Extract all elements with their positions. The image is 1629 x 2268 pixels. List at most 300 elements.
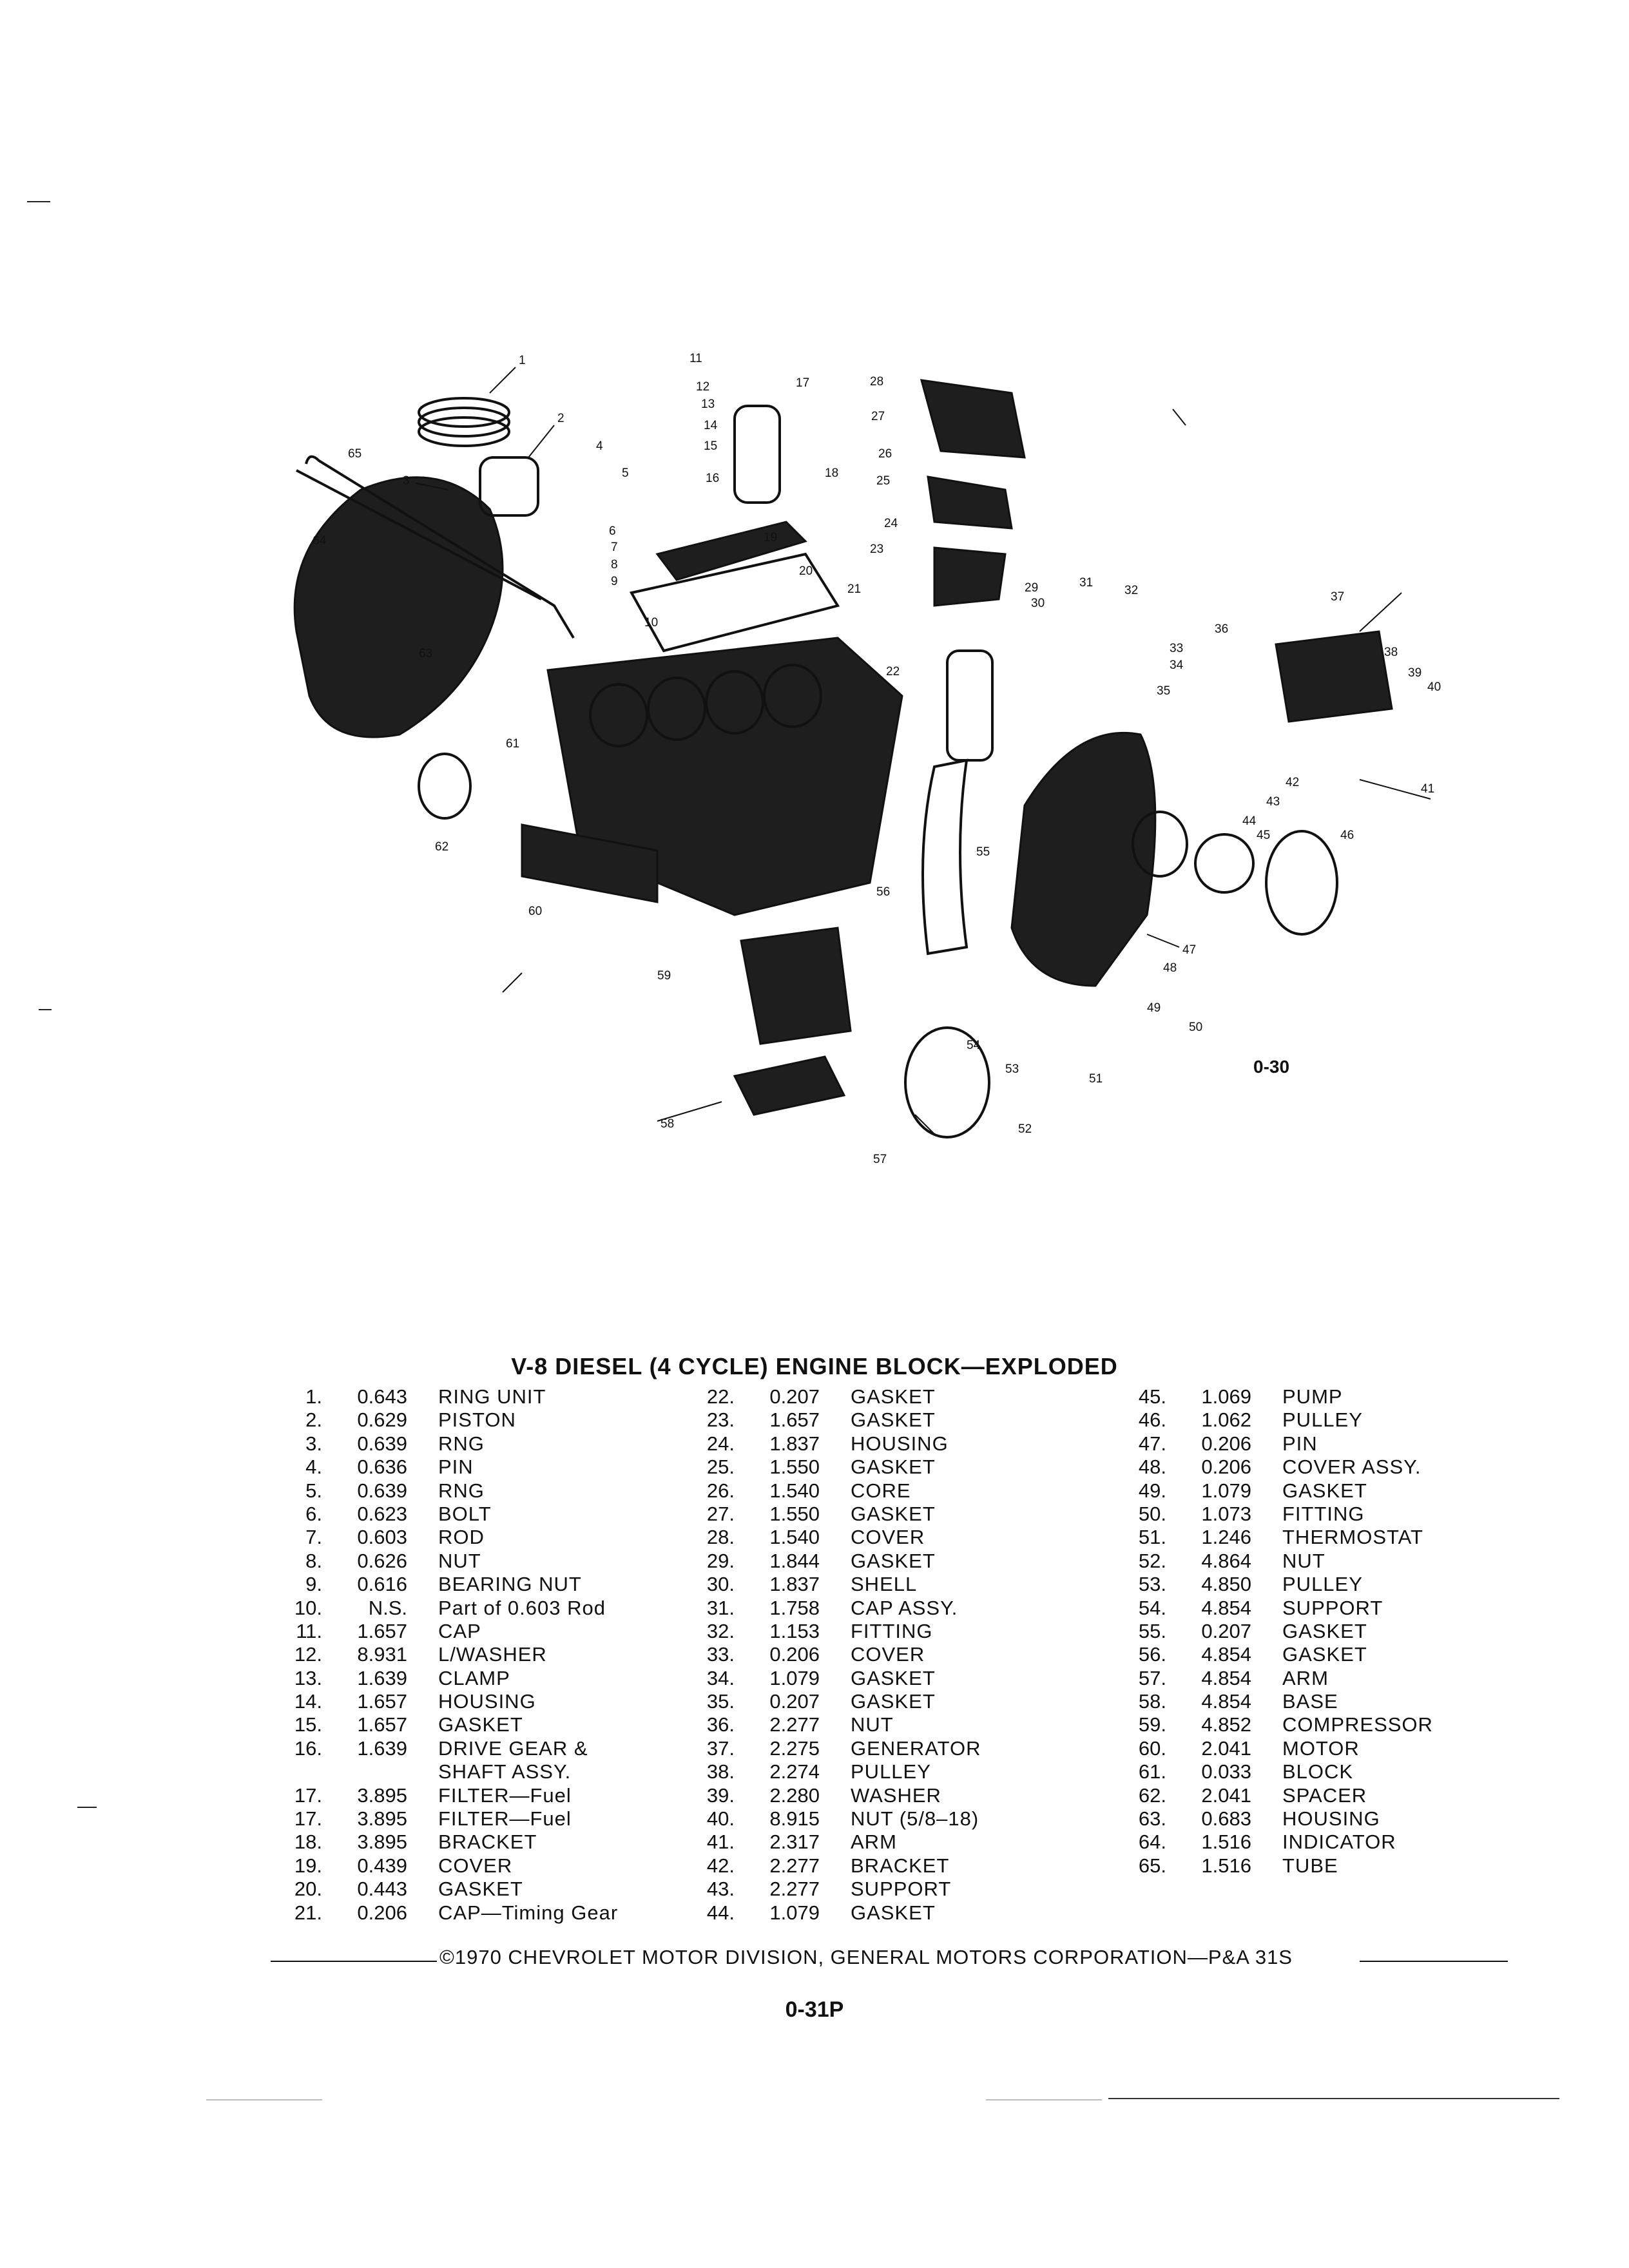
- compressor-part: [741, 928, 851, 1044]
- margin-mark: [77, 1807, 97, 1808]
- parts-row: [664, 1573, 1063, 1596]
- part-code: 0.643: [357, 1385, 407, 1408]
- part-code: 1.657: [357, 1713, 407, 1736]
- part-number: 26.: [706, 1479, 735, 1502]
- part-description: CAP—Timing Gear: [438, 1901, 619, 1924]
- part-number: 23.: [706, 1408, 735, 1432]
- part-code: 0.033: [1201, 1760, 1251, 1783]
- part-description: PULLEY: [851, 1760, 931, 1783]
- part-number: 31.: [706, 1596, 735, 1619]
- parts-row: [251, 1737, 651, 1760]
- part-code: 0.206: [357, 1901, 407, 1924]
- part-description: GASKET: [1282, 1643, 1367, 1666]
- part-number: 41.: [706, 1831, 735, 1854]
- figure-id: 0-30: [1253, 1057, 1290, 1077]
- part-number: 21.: [294, 1901, 322, 1924]
- parts-row: [251, 1831, 651, 1854]
- filter-housing-part: [934, 548, 1005, 606]
- callout-label: 63: [419, 647, 433, 660]
- part-number: 30.: [706, 1573, 735, 1596]
- part-code: 8.915: [769, 1807, 820, 1831]
- part-description: SPACER: [1282, 1783, 1367, 1807]
- part-description: WASHER: [851, 1783, 941, 1807]
- parts-row: [1095, 1456, 1495, 1479]
- callout-label: 62: [435, 840, 449, 854]
- part-description: ROD: [438, 1526, 485, 1549]
- callout-label: 11: [689, 352, 702, 365]
- parts-column-1: [251, 1385, 651, 1925]
- parts-row: [664, 1503, 1063, 1526]
- part-description: GASKET: [851, 1502, 936, 1525]
- parts-row: [664, 1385, 1063, 1408]
- callout-label: 33: [1170, 642, 1184, 655]
- part-number: 57.: [1138, 1666, 1166, 1689]
- part-code: 1.639: [357, 1736, 407, 1760]
- water-pump-pulley-part: [1266, 831, 1337, 934]
- parts-row: [251, 1620, 651, 1643]
- part-code: 1.516: [1201, 1831, 1251, 1854]
- parts-row: [664, 1784, 1063, 1807]
- part-code: 3.895: [357, 1807, 407, 1831]
- callout-label: 41: [1421, 782, 1435, 796]
- footer-rule-right: [1360, 1961, 1508, 1962]
- part-description: RNG: [438, 1479, 485, 1502]
- part-description: HOUSING: [438, 1690, 536, 1713]
- part-number: 5.: [305, 1479, 322, 1502]
- part-number: 61.: [1138, 1760, 1166, 1783]
- part-code: 2.277: [769, 1854, 820, 1877]
- callout-label: 54: [967, 1039, 981, 1052]
- part-description: RING UNIT: [438, 1385, 546, 1408]
- part-number: 19.: [294, 1854, 322, 1877]
- parts-row: [251, 1784, 651, 1807]
- spacer-part: [419, 754, 470, 818]
- part-description: HOUSING: [851, 1432, 949, 1455]
- callout-label: 19: [764, 531, 778, 544]
- part-code: 2.317: [769, 1831, 820, 1854]
- part-number: 58.: [1138, 1690, 1166, 1713]
- part-number: 49.: [1138, 1479, 1166, 1502]
- part-number: 53.: [1138, 1573, 1166, 1596]
- parts-row: [664, 1643, 1063, 1666]
- callout-label: 37: [1331, 590, 1345, 604]
- part-code: 0.443: [357, 1878, 407, 1901]
- part-number: 52.: [1138, 1549, 1166, 1572]
- part-number: 25.: [706, 1456, 735, 1479]
- part-number: 27.: [706, 1502, 735, 1525]
- part-code: 1.079: [769, 1901, 820, 1924]
- parts-row: [664, 1713, 1063, 1736]
- oil-cooler-cover-part: [921, 380, 1025, 457]
- part-number: 15.: [294, 1713, 322, 1736]
- parts-row: [1095, 1643, 1495, 1666]
- part-code: 0.206: [1201, 1432, 1251, 1455]
- front-gasket-part: [923, 760, 967, 954]
- margin-mark: [39, 1009, 52, 1010]
- callout-label: 44: [1242, 814, 1257, 828]
- callout-label: 31: [1079, 576, 1094, 590]
- callout-label: 30: [1031, 597, 1045, 610]
- part-description: BRACKET: [438, 1831, 537, 1854]
- part-description: GASKET: [851, 1666, 936, 1689]
- callout-label: 46: [1340, 829, 1354, 842]
- part-number: 22.: [706, 1385, 735, 1408]
- part-code: 4.852: [1201, 1713, 1251, 1736]
- parts-row: [664, 1901, 1063, 1925]
- part-code: 1.540: [769, 1526, 820, 1549]
- part-number: 11.: [296, 1619, 322, 1642]
- parts-row: [664, 1550, 1063, 1573]
- part-number: 20.: [294, 1878, 322, 1901]
- part-number: 14.: [294, 1690, 322, 1713]
- part-code: 0.439: [357, 1854, 407, 1877]
- part-description: SUPPORT: [1282, 1596, 1383, 1619]
- scan-artifact-line: [986, 2099, 1102, 2100]
- parts-row: [1095, 1690, 1495, 1713]
- parts-row: [251, 1901, 651, 1925]
- part-number: 3.: [305, 1432, 322, 1455]
- part-description: CAP: [438, 1619, 481, 1642]
- part-description: PISTON: [438, 1408, 516, 1432]
- callout-label: 2: [557, 412, 564, 425]
- part-code: 1.844: [769, 1549, 820, 1572]
- part-description: HOUSING: [1282, 1807, 1380, 1831]
- parts-row: [664, 1760, 1063, 1783]
- part-code: 0.206: [1201, 1456, 1251, 1479]
- part-code: 1.079: [1201, 1479, 1251, 1502]
- parts-row: [1095, 1667, 1495, 1690]
- callout-label: 7: [611, 541, 618, 554]
- part-description: FILTER—Fuel: [438, 1807, 572, 1831]
- part-code: 1.550: [769, 1456, 820, 1479]
- part-code: 2.041: [1201, 1783, 1251, 1807]
- part-description: THERMOSTAT: [1282, 1526, 1423, 1549]
- parts-row: [251, 1597, 651, 1620]
- part-code: 1.516: [1201, 1854, 1251, 1877]
- callout-label: 45: [1257, 829, 1271, 842]
- part-description: NUT: [438, 1549, 481, 1572]
- part-description: Part of 0.603 Rod: [438, 1596, 606, 1619]
- part-number: 38.: [706, 1760, 735, 1783]
- parts-row: [251, 1690, 651, 1713]
- part-description: SUPPORT: [851, 1878, 952, 1901]
- parts-row: [1095, 1737, 1495, 1760]
- part-description: COVER: [851, 1526, 925, 1549]
- callout-label: 23: [870, 543, 884, 556]
- part-description: COVER ASSY.: [1282, 1456, 1422, 1479]
- part-number: 64.: [1138, 1831, 1166, 1854]
- part-code: 2.275: [769, 1736, 820, 1760]
- callout-label: 38: [1384, 646, 1398, 659]
- generator-part: [1276, 631, 1392, 722]
- part-number: 63.: [1138, 1807, 1166, 1831]
- parts-row: [251, 1854, 651, 1878]
- callout-label: 24: [884, 517, 898, 530]
- parts-row: [251, 1760, 651, 1783]
- part-code: 2.274: [769, 1760, 820, 1783]
- scan-artifact-line: [206, 2099, 322, 2100]
- part-number: 4.: [305, 1456, 322, 1479]
- part-description: CLAMP: [438, 1666, 510, 1689]
- part-code: 0.639: [357, 1479, 407, 1502]
- parts-row: [1095, 1597, 1495, 1620]
- part-code: 4.854: [1201, 1596, 1251, 1619]
- part-number: 24.: [706, 1432, 735, 1455]
- part-code: 0.206: [769, 1643, 820, 1666]
- callout-label: 3: [403, 474, 410, 488]
- part-description: COMPRESSOR: [1282, 1713, 1433, 1736]
- parts-row: [251, 1408, 651, 1432]
- callout-label: 43: [1266, 795, 1280, 809]
- parts-row: [251, 1573, 651, 1596]
- part-description: NUT: [1282, 1549, 1325, 1572]
- callout-label: 34: [1170, 658, 1184, 672]
- part-code: 0.683: [1201, 1807, 1251, 1831]
- part-code: 0.629: [357, 1408, 407, 1432]
- callout-label: 42: [1286, 776, 1300, 789]
- part-number: 40.: [706, 1807, 735, 1831]
- parts-row: [664, 1479, 1063, 1503]
- part-description: ARM: [851, 1831, 897, 1854]
- part-description: GASKET: [1282, 1619, 1367, 1642]
- parts-row: [664, 1831, 1063, 1854]
- part-description: BEARING NUT: [438, 1573, 582, 1596]
- parts-row: [1095, 1784, 1495, 1807]
- part-number: 59.: [1138, 1713, 1166, 1736]
- part-description: RNG: [438, 1432, 485, 1455]
- copyright-text: ©1970 CHEVROLET MOTOR DIVISION, GENERAL MOTORS CORPORATION—P&A 31S: [439, 1946, 1293, 1968]
- part-number: 1.: [305, 1385, 322, 1408]
- parts-row: [1095, 1620, 1495, 1643]
- part-number: 60.: [1138, 1736, 1166, 1760]
- margin-mark: [27, 201, 50, 202]
- part-description: BOLT: [438, 1502, 492, 1525]
- callout-label: 15: [704, 439, 718, 453]
- parts-row: [251, 1526, 651, 1549]
- part-description: BRACKET: [851, 1854, 950, 1877]
- part-code: 1.837: [769, 1432, 820, 1455]
- parts-row: [1095, 1432, 1495, 1456]
- parts-row: [664, 1620, 1063, 1643]
- callout-label: 12: [696, 380, 710, 394]
- part-description: GASKET: [851, 1901, 936, 1924]
- part-code: 1.079: [769, 1666, 820, 1689]
- part-description: FITTING: [851, 1619, 933, 1642]
- part-number: 2.: [305, 1408, 322, 1432]
- part-description: GASKET: [438, 1713, 523, 1736]
- part-description: TUBE: [1282, 1854, 1338, 1877]
- callout-label: 28: [870, 375, 884, 389]
- parts-row: [251, 1456, 651, 1479]
- callout-label: 52: [1018, 1122, 1032, 1136]
- parts-row: [251, 1432, 651, 1456]
- parts-row: [251, 1479, 651, 1503]
- copyright-footer: [271, 1946, 1508, 1972]
- part-description: GASKET: [851, 1385, 936, 1408]
- part-number: 32.: [706, 1619, 735, 1642]
- part-description: BLOCK: [1282, 1760, 1354, 1783]
- part-number: 65.: [1138, 1854, 1166, 1877]
- part-code: 1.657: [357, 1619, 407, 1642]
- part-description: GASKET: [1282, 1479, 1367, 1502]
- parts-row: [1095, 1760, 1495, 1783]
- callout-label: 14: [704, 419, 718, 432]
- part-code: 0.207: [769, 1385, 820, 1408]
- part-code: 4.854: [1201, 1643, 1251, 1666]
- base-part: [735, 1057, 844, 1115]
- part-code: 0.623: [357, 1502, 407, 1525]
- part-number: 28.: [706, 1526, 735, 1549]
- part-number: 44.: [706, 1901, 735, 1924]
- parts-row: [1095, 1831, 1495, 1854]
- part-number: 16.: [294, 1736, 322, 1760]
- callout-label: 35: [1157, 684, 1171, 698]
- part-number: 7.: [305, 1526, 322, 1549]
- parts-row: [1095, 1408, 1495, 1432]
- part-code: 8.931: [357, 1643, 407, 1666]
- part-code: 2.277: [769, 1713, 820, 1736]
- part-code: 3.895: [357, 1783, 407, 1807]
- part-description: GASKET: [851, 1408, 936, 1432]
- part-code: 1.069: [1201, 1385, 1251, 1408]
- parts-row: [664, 1690, 1063, 1713]
- part-number: 55.: [1138, 1619, 1166, 1642]
- part-code: 0.639: [357, 1432, 407, 1455]
- part-description: GENERATOR: [851, 1736, 981, 1760]
- part-code: 1.246: [1201, 1526, 1251, 1549]
- parts-row: [664, 1456, 1063, 1479]
- parts-row: [1095, 1385, 1495, 1408]
- part-code: 3.895: [357, 1831, 407, 1854]
- part-number: 34.: [706, 1666, 735, 1689]
- parts-row: [251, 1385, 651, 1408]
- part-description: PUMP: [1282, 1385, 1343, 1408]
- part-number: 50.: [1138, 1502, 1166, 1525]
- part-number: 43.: [706, 1878, 735, 1901]
- callout-label: 18: [825, 466, 839, 480]
- part-description: DRIVE GEAR &: [438, 1736, 588, 1760]
- part-description: NUT (5/8–18): [851, 1807, 979, 1831]
- part-description: COVER: [438, 1854, 513, 1877]
- parts-row: [664, 1597, 1063, 1620]
- part-number: 42.: [706, 1854, 735, 1877]
- callout-label: 13: [701, 398, 715, 411]
- part-number: 18.: [294, 1831, 322, 1854]
- callout-label: 8: [611, 558, 618, 572]
- parts-column-2: [664, 1385, 1063, 1925]
- part-number: 13.: [294, 1666, 322, 1689]
- part-number: 47.: [1138, 1432, 1166, 1455]
- parts-row: [1095, 1479, 1495, 1503]
- part-description: FILTER—Fuel: [438, 1783, 572, 1807]
- parts-row: [1095, 1503, 1495, 1526]
- part-number: 10.: [294, 1596, 322, 1619]
- parts-row: [664, 1408, 1063, 1432]
- part-number: 17.: [294, 1807, 322, 1831]
- parts-row: [251, 1643, 651, 1666]
- callout-label: 48: [1163, 961, 1177, 975]
- part-code: 1.657: [769, 1408, 820, 1432]
- callout-label: 56: [876, 885, 891, 899]
- water-pump-part: [1195, 834, 1253, 892]
- part-number: 9.: [305, 1573, 322, 1596]
- callout-label: 49: [1147, 1001, 1161, 1015]
- part-number: 45.: [1138, 1385, 1166, 1408]
- part-description: FITTING: [1282, 1502, 1365, 1525]
- part-number: 17.: [294, 1783, 322, 1807]
- part-description: GASKET: [438, 1878, 523, 1901]
- callout-label: 17: [796, 376, 810, 390]
- callout-label: 58: [660, 1117, 675, 1131]
- callout-label: 53: [1005, 1062, 1019, 1076]
- callout-label: 57: [873, 1153, 887, 1166]
- part-code: 4.854: [1201, 1666, 1251, 1689]
- part-number: 56.: [1138, 1643, 1166, 1666]
- part-code: 1.540: [769, 1479, 820, 1502]
- part-number: 62.: [1138, 1783, 1166, 1807]
- part-code: 4.864: [1201, 1549, 1251, 1572]
- parts-row: [664, 1878, 1063, 1901]
- parts-row: [251, 1550, 651, 1573]
- fuel-filter-part: [735, 406, 780, 503]
- parts-row: [251, 1667, 651, 1690]
- part-code: N.S.: [368, 1596, 407, 1619]
- callout-label: 59: [657, 969, 671, 983]
- part-number: 54.: [1138, 1596, 1166, 1619]
- callout-label: 27: [871, 410, 885, 423]
- part-description: PULLEY: [1282, 1408, 1363, 1432]
- part-description: GASKET: [851, 1549, 936, 1572]
- footer-rule-left: [271, 1961, 437, 1962]
- part-code: 1.062: [1201, 1408, 1251, 1432]
- part-number: 51.: [1138, 1526, 1166, 1549]
- part-code: 2.277: [769, 1878, 820, 1901]
- callout-label: 40: [1427, 680, 1441, 694]
- part-code: 0.636: [357, 1456, 407, 1479]
- part-code: 0.626: [357, 1549, 407, 1572]
- part-number: 36.: [706, 1713, 735, 1736]
- callout-label: 20: [799, 564, 813, 578]
- parts-row: [251, 1878, 651, 1901]
- parts-row: [251, 1503, 651, 1526]
- parts-row: [1095, 1573, 1495, 1596]
- part-description: NUT: [851, 1713, 894, 1736]
- parts-row: [664, 1526, 1063, 1549]
- callout-label: 22: [886, 665, 900, 678]
- callout-label: 1: [519, 354, 526, 367]
- timing-cover-part: [1012, 733, 1155, 986]
- part-description: CORE: [851, 1479, 911, 1502]
- part-description: MOTOR: [1282, 1736, 1360, 1760]
- page-number: 0-31P: [785, 1997, 844, 2022]
- parts-row: [251, 1713, 651, 1736]
- callout-label: 26: [878, 447, 892, 461]
- callout-label: 50: [1189, 1021, 1203, 1034]
- part-code: 0.207: [769, 1690, 820, 1713]
- part-code: 4.850: [1201, 1573, 1251, 1596]
- oil-cooler-core-part: [928, 477, 1012, 528]
- part-number: 39.: [706, 1783, 735, 1807]
- part-description: PULLEY: [1282, 1573, 1363, 1596]
- parts-row: [664, 1737, 1063, 1760]
- part-code: 1.550: [769, 1502, 820, 1525]
- callout-label: 47: [1182, 943, 1197, 957]
- parts-row: [1095, 1807, 1495, 1831]
- part-number: 6.: [305, 1502, 322, 1525]
- shell-part: [947, 651, 992, 760]
- parts-row: [1095, 1854, 1495, 1878]
- part-description: GASKET: [851, 1690, 936, 1713]
